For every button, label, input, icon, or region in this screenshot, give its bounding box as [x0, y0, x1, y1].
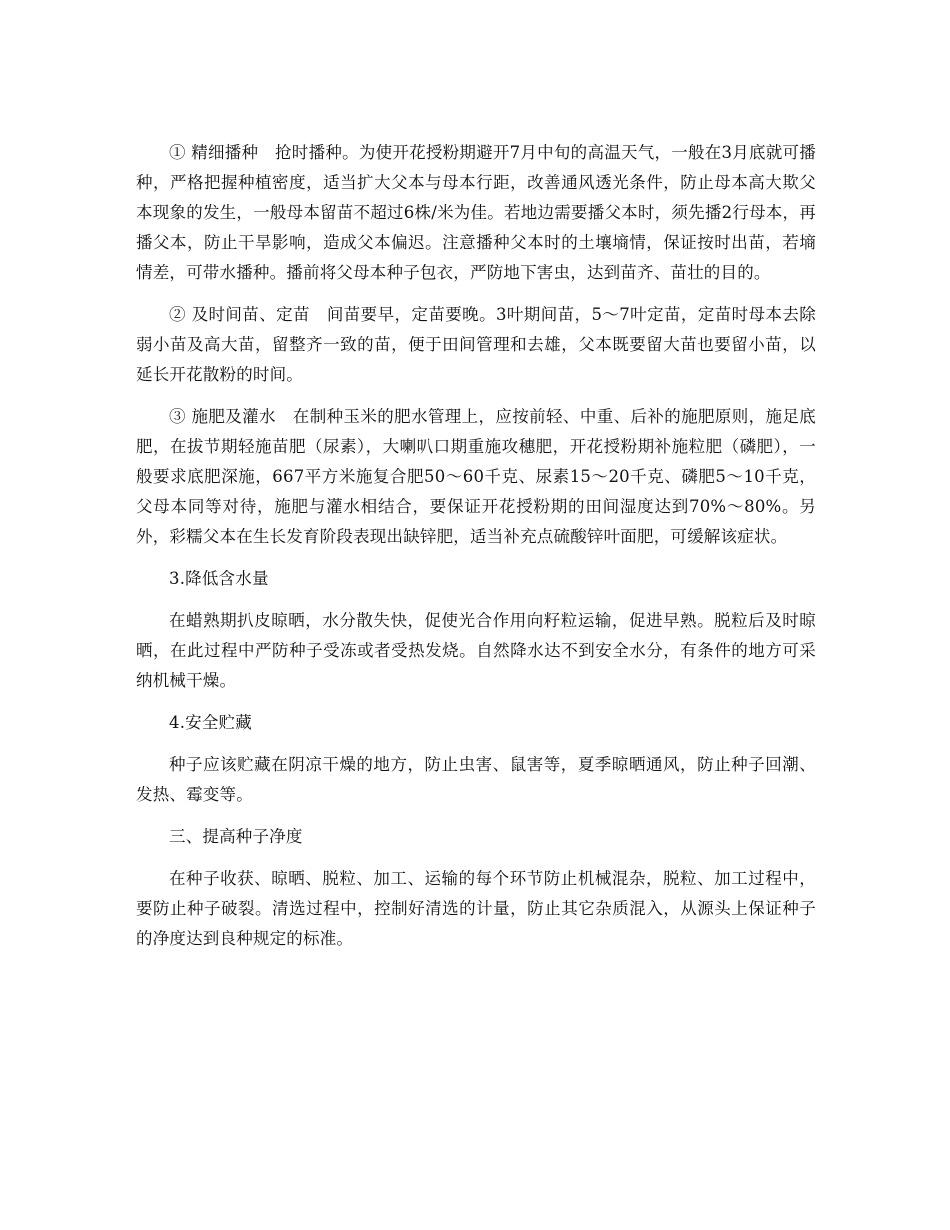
paragraph-moisture: 在蜡熟期扒皮晾晒，水分散失快，促使光合作用向籽粒运输，促进早熟。脱粒后及时晾晒，在此过程中严防种子受冻或者受热发烧。自然降水达不到安全水分，有条件的地方可采纳机械干燥。 — [136, 611, 816, 690]
paragraph-purity: 在种子收获、晾晒、脱粒、加工、运输的每个环节防止机械混杂，脱粒、加工过程中，要防止种子破裂。清选过程中，控制好清选的计量，防止其它杂质混入，从源头上保证种子的净度达到良种规定的标准。 — [136, 869, 816, 948]
section-heading-purity: 三、提高种子净度 — [169, 827, 303, 846]
document-page — [136, 138, 816, 966]
paragraph-storage: 种子应该贮藏在阴凉干燥的地方，防止虫害、鼠害等，夏季晾晒通风，防止种子回潮、发热、霉变等。 — [136, 755, 816, 804]
paragraph-sowing: ① 精细播种 抢时播种。为使开花授粉期避开7月中旬的高温天气，一般在3月底就可播种，严格把握种植密度，适当扩大父本与母本行距，改善通风透光条件，防止母本高大欺父本现象的发生，一般母本留苗不超过6株/米为佳。若地边需要播父本时，须先播2行母本，再播父本，防止干旱影响，造成父本偏迟。注意播种父本时的土壤墒情，保证按时出苗，若墒情差，可带水播种。播前将父母本种子包衣，严防地下害虫，达到苗齐、苗壮的目的。 — [136, 143, 816, 282]
section-heading-moisture: 3.降低含水量 — [169, 569, 269, 588]
paragraph-fertilizing: ③ 施肥及灌水 在制种玉米的肥水管理上，应按前轻、中重、后补的施肥原则，施足底肥，在拔节期轻施苗肥（尿素），大喇叭口期重施攻穗肥，开花授粉期补施粒肥（磷肥），一般要求底肥深施，667平方米施复合肥50～60千克、尿素15～20千克、磷肥5～10千克，父母本同等对待，施肥与灌水相结合，要保证开花授粉期的田间湿度达到70%～80%。另外，彩糯父本在生长发育阶段表现出缺锌肥，适当补充点硫酸锌叶面肥，可缓解该症状。 — [136, 407, 816, 546]
paragraph-thinning: ② 及时间苗、定苗 间苗要早，定苗要晚。3叶期间苗，5～7叶定苗，定苗时母本去除弱小苗及高大苗，留整齐一致的苗，便于田间管理和去雄，父本既要留大苗也要留小苗，以延长开花散粉的时间。 — [136, 305, 816, 384]
section-heading-storage: 4.安全贮藏 — [169, 713, 252, 732]
